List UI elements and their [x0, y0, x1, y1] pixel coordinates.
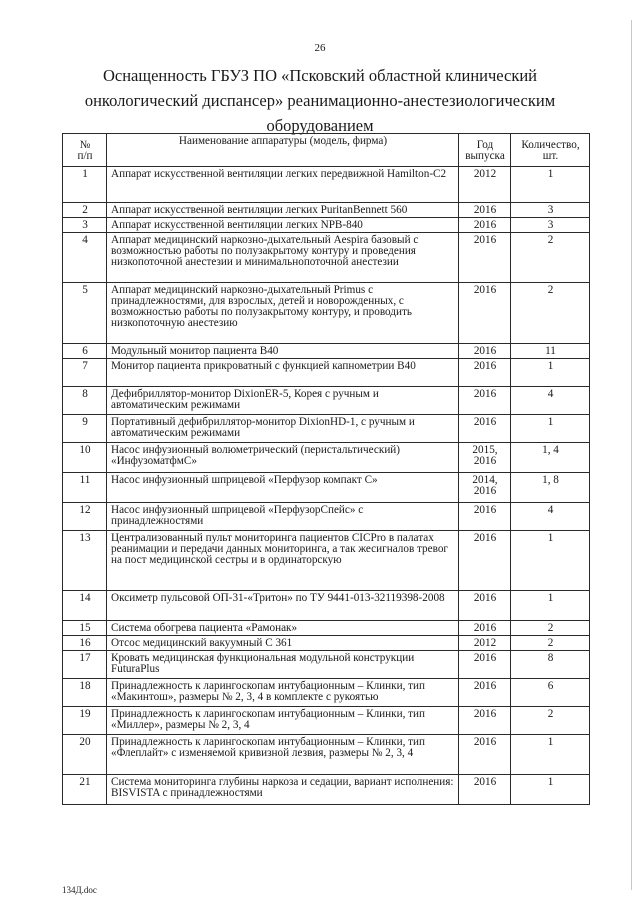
cell-name: Аппарат искусственной вентиляции легких передвижной Hamilton-C2	[107, 167, 459, 203]
cell-name: Аппарат искусственной вентиляции легких NPB-840	[107, 218, 459, 233]
cell-name: Аппарат искусственной вентиляции легких PuritanBennett 560	[107, 203, 459, 218]
cell-year: 2012	[459, 636, 511, 651]
cell-qty: 1	[511, 415, 590, 443]
cell-qty: 4	[511, 387, 590, 415]
table-row	[63, 203, 590, 218]
cell-year: 2016	[459, 233, 511, 283]
cell-year: 2012	[459, 167, 511, 203]
cell-year: 2016	[459, 531, 511, 591]
table-header-row	[63, 134, 590, 167]
cell-year: 2016	[459, 735, 511, 775]
table-row	[63, 218, 590, 233]
table-row	[63, 167, 590, 203]
footer-filename: 134Д.doc	[62, 885, 97, 895]
cell-qty: 1, 8	[511, 473, 590, 503]
table-row	[63, 387, 590, 415]
cell-qty: 2	[511, 621, 590, 636]
cell-qty: 1	[511, 167, 590, 203]
table-row	[63, 707, 590, 735]
table-row	[63, 775, 590, 805]
cell-name: Принадлежность к ларингоскопам интубационным – Клинки, тип «Макинтош», размеры № 2, 3, 4 в комплекте с рукоятью	[107, 679, 459, 707]
cell-name: Монитор пациента прикроватный с функцией капнометрии B40	[107, 359, 459, 387]
table-row	[63, 531, 590, 591]
cell-year: 2016	[459, 359, 511, 387]
title-line-2: онкологический диспансер» реанимационно-анестезиологическим	[84, 91, 556, 110]
cell-num: 8	[63, 387, 107, 415]
cell-num: 4	[63, 233, 107, 283]
cell-num: 21	[63, 775, 107, 805]
cell-year: 2016	[459, 503, 511, 531]
cell-year: 2016	[459, 621, 511, 636]
header-name: Наименование аппаратуры (модель, фирма)	[107, 134, 459, 167]
cell-year: 2016	[459, 387, 511, 415]
table-row	[63, 679, 590, 707]
table-row	[63, 443, 590, 473]
table-row	[63, 651, 590, 679]
cell-qty: 1	[511, 591, 590, 621]
cell-qty: 2	[511, 636, 590, 651]
cell-num: 11	[63, 473, 107, 503]
table-row	[63, 473, 590, 503]
cell-qty: 3	[511, 203, 590, 218]
cell-name: Насос инфузионный шприцевой «Перфузор компакт С»	[107, 473, 459, 503]
cell-num: 16	[63, 636, 107, 651]
header-num: № п/п	[63, 134, 107, 167]
cell-num: 9	[63, 415, 107, 443]
equipment-table	[62, 133, 590, 805]
page-title	[70, 63, 570, 138]
cell-num: 19	[63, 707, 107, 735]
cell-year: 2016	[459, 344, 511, 359]
cell-year: 2016	[459, 775, 511, 805]
cell-num: 17	[63, 651, 107, 679]
cell-qty: 2	[511, 233, 590, 283]
cell-name: Принадлежность к ларингоскопам интубационным – Клинки, тип «Миллер», размеры № 2, 3, 4	[107, 707, 459, 735]
table-row	[63, 233, 590, 283]
table-row	[63, 503, 590, 531]
cell-name: Дефибриллятор-монитор DixionER-5, Корея с ручным и автоматическим режимами	[107, 387, 459, 415]
cell-name: Система обогрева пациента «Рамонак»	[107, 621, 459, 636]
cell-qty: 4	[511, 503, 590, 531]
table-row	[63, 735, 590, 775]
cell-qty: 8	[511, 651, 590, 679]
page-number: 26	[314, 42, 326, 54]
cell-qty: 6	[511, 679, 590, 707]
cell-num: 7	[63, 359, 107, 387]
cell-name: Оксиметр пульсовой ОП-31-«Тритон» по ТУ 9441-013-32119398-2008	[107, 591, 459, 621]
cell-year: 2016	[459, 218, 511, 233]
cell-name: Система мониторинга глубины наркоза и седации, вариант исполнения: BISVISTA с принадлежностями	[107, 775, 459, 805]
cell-num: 15	[63, 621, 107, 636]
table-row	[63, 636, 590, 651]
title-line-1: Оснащенность ГБУЗ ПО «Псковский областной клинический	[102, 66, 538, 85]
cell-name: Аппарат медицинский наркозно-дыхательный Primus с принадлежностями, для взрослых, детей и новорожденных, с возможностью работы по полузакрытому контуру, и проводить низкопоточную анестезию	[107, 283, 459, 344]
cell-year: 2016	[459, 651, 511, 679]
cell-num: 5	[63, 283, 107, 344]
cell-qty: 1	[511, 359, 590, 387]
cell-year: 2016	[459, 679, 511, 707]
cell-qty: 1	[511, 735, 590, 775]
cell-qty: 2	[511, 283, 590, 344]
cell-name: Портативный дефибриллятор-монитор DixionHD-1, с ручным и автоматическим режимами	[107, 415, 459, 443]
cell-num: 20	[63, 735, 107, 775]
cell-num: 14	[63, 591, 107, 621]
cell-num: 2	[63, 203, 107, 218]
cell-year: 2015, 2016	[459, 443, 511, 473]
table-row	[63, 621, 590, 636]
table-row	[63, 591, 590, 621]
cell-year: 2016	[459, 707, 511, 735]
cell-name: Модульный монитор пациента B40	[107, 344, 459, 359]
cell-name: Насос инфузионный волюметрический (перистальтический) «ИнфузоматфмС»	[107, 443, 459, 473]
cell-num: 18	[63, 679, 107, 707]
cell-qty: 1	[511, 531, 590, 591]
cell-qty: 1, 4	[511, 443, 590, 473]
table-row	[63, 344, 590, 359]
cell-num: 13	[63, 531, 107, 591]
cell-qty: 2	[511, 707, 590, 735]
cell-num: 12	[63, 503, 107, 531]
cell-name: Отсос медицинский вакуумный С 361	[107, 636, 459, 651]
cell-name: Насос инфузионный шприцевой «ПерфузорСпейс» с принадлежностями	[107, 503, 459, 531]
cell-num: 3	[63, 218, 107, 233]
cell-num: 10	[63, 443, 107, 473]
header-year: Год выпуска	[459, 134, 511, 167]
cell-year: 2016	[459, 415, 511, 443]
cell-year: 2016	[459, 203, 511, 218]
cell-name: Кровать медицинская функциональная модульной конструкции FuturaPlus	[107, 651, 459, 679]
cell-year: 2016	[459, 283, 511, 344]
title-line-3: оборудованием	[266, 116, 374, 135]
cell-qty: 1	[511, 775, 590, 805]
table-row	[63, 283, 590, 344]
table-row	[63, 359, 590, 387]
cell-name: Аппарат медицинский наркозно-дыхательный Aespira базовый с возможностью работы по полузакрытому контуру и проведения низкопоточной анестезии и минимальнопоточной анестезии	[107, 233, 459, 283]
cell-year: 2016	[459, 591, 511, 621]
cell-year: 2014, 2016	[459, 473, 511, 503]
table-row	[63, 415, 590, 443]
scan-edge-line	[631, 20, 632, 890]
cell-qty: 3	[511, 218, 590, 233]
cell-num: 1	[63, 167, 107, 203]
cell-num: 6	[63, 344, 107, 359]
table-body	[63, 167, 590, 805]
header-qty: Количество, шт.	[511, 134, 590, 167]
cell-qty: 11	[511, 344, 590, 359]
cell-name: Принадлежность к ларингоскопам интубационным – Клинки, тип «Флеплайт» с изменяемой кривизной лезвия, размеры № 2, 3, 4	[107, 735, 459, 775]
cell-name: Централизованный пульт мониторинга пациентов CICPro в палатах реанимации и передачи данных мониторинга, а так жесигналов тревог на пост медицинской сестры и в ординаторскую	[107, 531, 459, 591]
